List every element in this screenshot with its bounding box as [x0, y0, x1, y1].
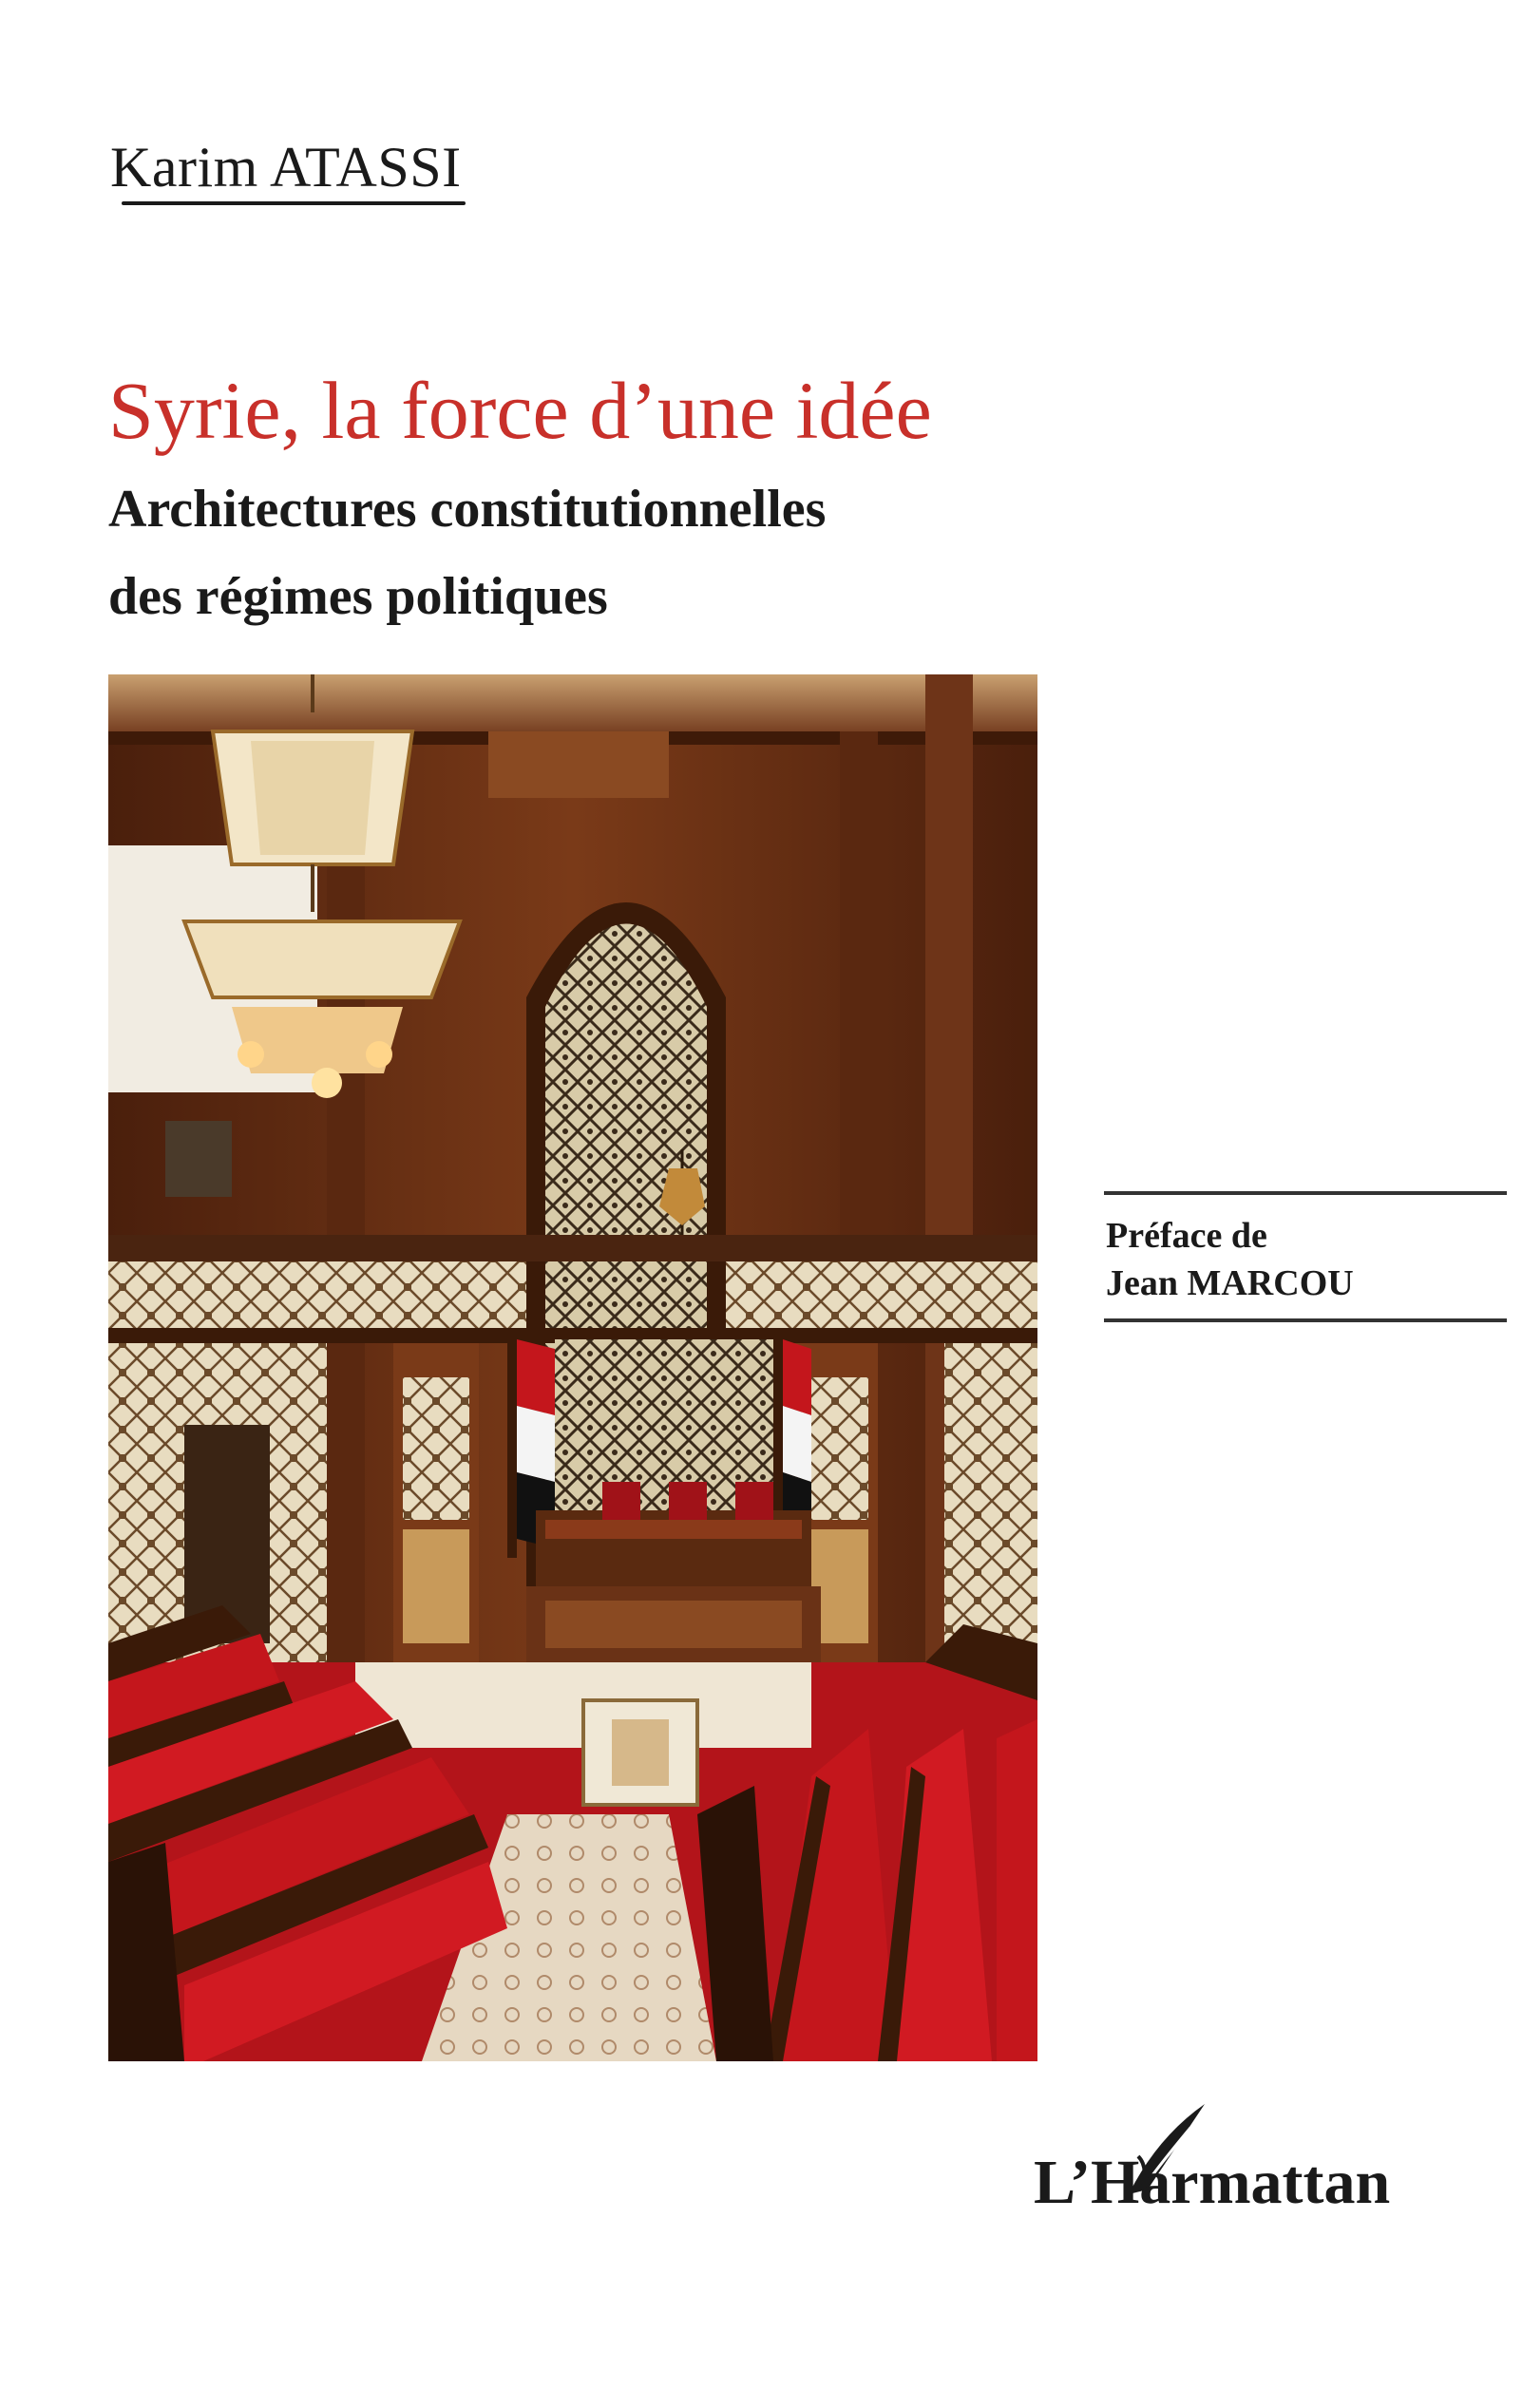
preface-label: Préface de — [1106, 1216, 1267, 1256]
author-name: Karim ATASSI — [110, 136, 462, 199]
author-underline — [122, 201, 466, 205]
preface-rule-bottom — [1104, 1318, 1507, 1322]
preface-text — [1104, 1195, 1507, 1318]
parliament-chamber-photo — [108, 674, 1037, 2061]
subtitle-line-1: Architectures constitutionnelles — [108, 480, 827, 539]
publisher-name: L’Harmattan — [1034, 2148, 1391, 2217]
book-subtitle — [108, 465, 826, 640]
preface-block — [1104, 1191, 1507, 1322]
book-title: Syrie, la force d’une idée — [108, 365, 932, 456]
publisher-logo — [1034, 2109, 1395, 2217]
subtitle-line-2: des régimes politiques — [108, 567, 608, 626]
preface-author: Jean MARCOU — [1106, 1263, 1354, 1303]
